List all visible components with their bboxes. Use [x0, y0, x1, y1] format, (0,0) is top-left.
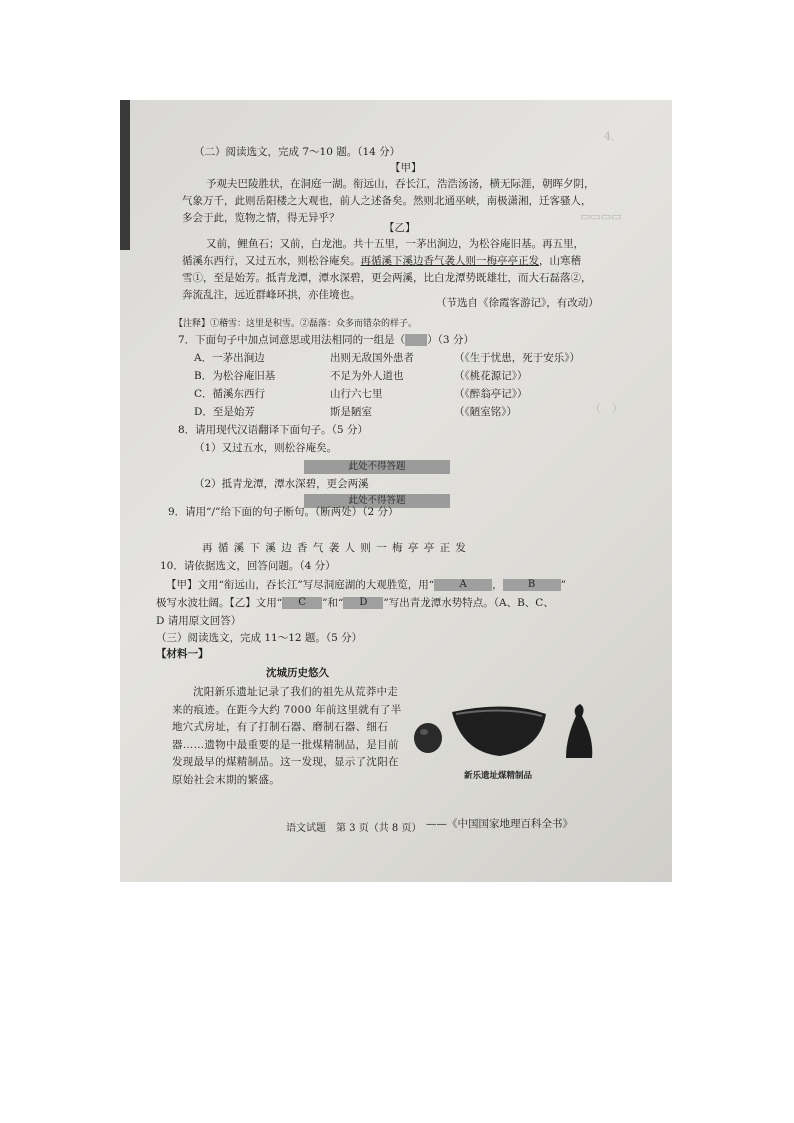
- q10-text: ，: [492, 579, 503, 591]
- q7-option-pair: 斯是陋室: [330, 406, 372, 418]
- q7-option-pair: 不足为外人道也: [330, 370, 404, 382]
- yi-label: 【乙】: [384, 222, 416, 234]
- q9-stem: 9．请用“/”给下面的句子断句。（断两处）（2 分）: [168, 506, 399, 518]
- jia-label: 【甲】: [390, 162, 422, 174]
- artifacts-caption: 新乐遗址煤精制品: [464, 771, 533, 781]
- q10-blank-c: C: [282, 597, 322, 609]
- material-label: 【材料一】: [156, 648, 209, 660]
- annotation-note: 【注释】①稽雪：这里是积雪。②磊落：众多而错杂的样子。: [174, 319, 418, 329]
- yi-text: 循溪东西行，又过五水，则松谷庵矣。: [182, 255, 361, 267]
- section3-heading: （三）阅读选文，完成 11～12 题。（5 分）: [156, 632, 363, 644]
- q8-sentence-2: （2）抵青龙潭，潭水深碧，更会两溪: [194, 478, 369, 490]
- q9-sentence: 再 循 溪 下 溪 边 香 气 袭 人 则 一 梅 亭 亭 正 发: [202, 542, 467, 554]
- q7-stem-text: 7．下面句子中加点词意思或用法相同的一组是（: [178, 334, 406, 346]
- jia-line: 多会于此，览物之情，得无异乎？: [182, 212, 340, 224]
- q10-blank-a: A: [434, 579, 492, 591]
- q10-blank-b: B: [503, 579, 561, 591]
- q7-option-source: （《生于忧患，死于安乐》）: [454, 352, 580, 364]
- yi-line: 又前，鲤鱼石；又前，白龙池。共十五里，一茅出涧边，为松谷庵旧基。再五里，: [206, 238, 584, 250]
- q7-option-source: （《醉翁亭记》）: [454, 388, 528, 400]
- q10-text: 极写水波壮阔。【乙】文用“: [156, 597, 283, 609]
- q8-stem: 8．请用现代汉语翻译下面句子。（5 分）: [178, 424, 368, 436]
- underlined-sentence: 再循溪下溪边香气袭人则一梅亭亭正发: [360, 255, 539, 267]
- q10-text: ”和“: [322, 597, 344, 609]
- q10-line-2: [156, 595, 554, 612]
- material-title: 沈城历史悠久: [266, 667, 329, 679]
- q7-option-key: D．至是始芳: [194, 406, 255, 418]
- bleed-through-mark: ▭▭▭▭: [580, 210, 622, 223]
- yi-line: 奔流乱注，远近群峰环拱，亦佳境也。: [182, 289, 361, 301]
- q7-option-source: （《陋室铭》）: [454, 406, 517, 418]
- q7-stem: [178, 332, 474, 349]
- section2-heading: （二）阅读选文，完成 7～10 题。（14 分）: [194, 146, 401, 158]
- q7-option-key: C．循溪东西行: [194, 388, 266, 400]
- q10-line-3: D 请用原文回答）: [156, 615, 242, 627]
- coal-jade-artifacts-photo: [412, 698, 612, 790]
- yi-line: [182, 253, 581, 270]
- bleed-through-mark: （ ）: [590, 402, 623, 415]
- bleed-through-mark: 4．: [604, 130, 622, 143]
- q7-answer-blank: [405, 334, 427, 346]
- answer-restricted-area: 此处不得答题: [304, 494, 450, 508]
- source-citation: （节选自《徐霞客游记》，有改动）: [436, 297, 599, 309]
- q7-option-source: （《桃花源记》）: [454, 370, 528, 382]
- q7-stem-end: ）（3 分）: [427, 334, 474, 346]
- q10-text: ”写出青龙潭水势特点。（A、B、C、: [383, 597, 554, 609]
- jia-line: 气象万千，此则岳阳楼之大观也，前人之述备矣。然则北通巫峡，南极潇湘，迁客骚人，: [182, 195, 592, 207]
- document-photo: [120, 100, 672, 882]
- q10-line-1: [166, 577, 566, 594]
- q10-stem: 10．请依据选文，回答问题。（4 分）: [160, 560, 336, 572]
- yi-text: ，山寒稽: [539, 255, 581, 267]
- q10-blank-d: D: [343, 597, 383, 609]
- material-body: 沈阳新乐遗址记录了我们的祖先从荒莽中走来的痕迹。在距今大约 7000 年前这里就有了半地穴式房址，有了打制石器、磨制石器、细石器……遗物中最重要的是一批煤精制品，是目前发现最早的煤精制品。这一发现，显示了沈阳在原始社会末期的繁盛。: [172, 686, 402, 786]
- scan-shadow-edge: [120, 100, 130, 250]
- yi-line: 雪①，至是始芳。抵青龙潭，潭水深碧，更会两溪，比白龙潭势既雄壮，而大石磊落②，: [182, 272, 592, 284]
- answer-restricted-area: 此处不得答题: [304, 460, 450, 474]
- q7-option-pair: 山行六七里: [330, 388, 383, 400]
- material-source: ——《中国国家地理百科全书》: [426, 818, 573, 830]
- page-footer: 语文试题 第 3 页（共 8 页）: [286, 823, 422, 834]
- q7-option-key: A．一茅出涧边: [194, 352, 265, 364]
- q7-option-pair: 出则无敌国外患者: [330, 352, 414, 364]
- artifacts-illustration: [412, 698, 612, 768]
- q10-text: ”: [560, 579, 566, 591]
- q7-option-key: B．为松谷庵旧基: [194, 370, 276, 382]
- q10-text: 【甲】文用“衔远山，吞长江”写尽洞庭湖的大观胜览，用“: [166, 579, 435, 591]
- q8-sentence-1: （1）又过五水，则松谷庵矣。: [194, 442, 338, 454]
- jia-line: 予观夫巴陵胜状，在洞庭一湖。衔远山，吞长江，浩浩汤汤，横无际涯，朝晖夕阴，: [206, 178, 595, 190]
